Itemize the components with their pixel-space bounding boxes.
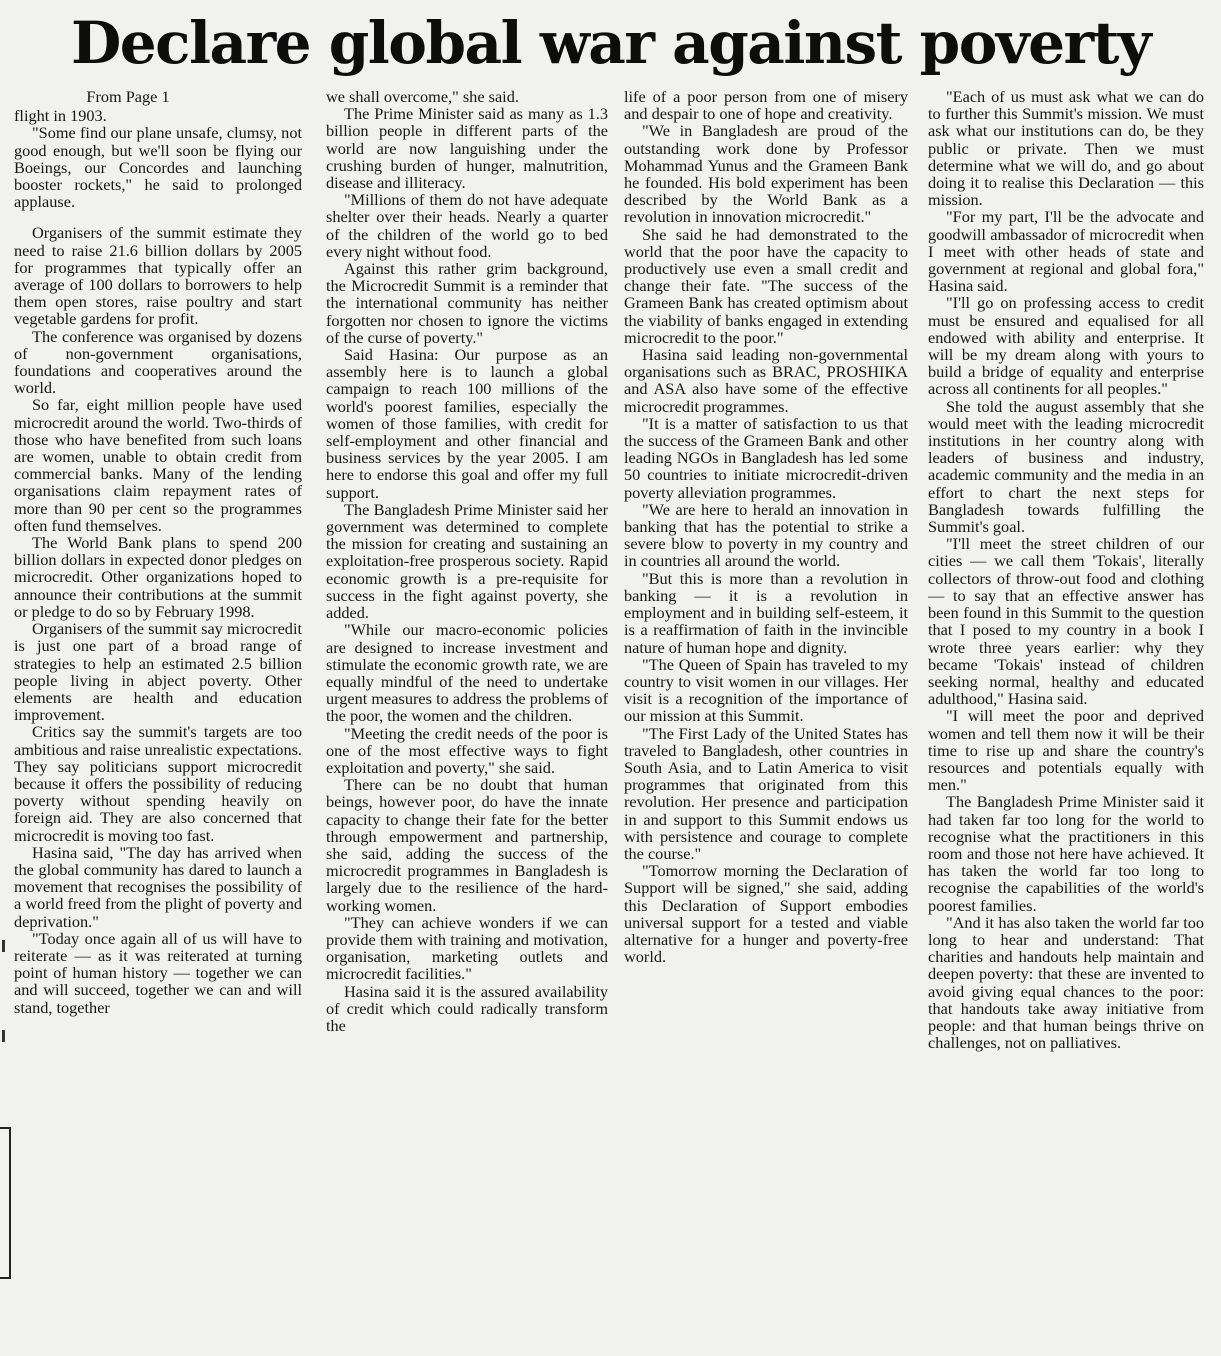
paragraph: "They can achieve wonders if we can provide them with training and motivation, organisation, marketing outlets and microcredit facilities." — [326, 912, 608, 984]
paragraph: "Meeting the credit needs of the poor is one of the most effective ways to fight exploitation and poverty," she said. — [326, 723, 608, 777]
paragraph: Organisers of the summit estimate they need to raise 21.6 billion dollars by 2005 for programmes that typically offer an average of 100 dollars to borrowers to help them open stores, raise poultry and start vegetable gardens for profit. — [14, 223, 302, 329]
paragraph: "I'll go on professing access to credit must be ensured and equalised for all endowed with ability and enterprise. It will be my dream along with yours to build a bridge of equality and enterprise across all continents for all peoples." — [928, 293, 1204, 399]
paragraph: She told the august assembly that she would meet with the leading microcredit institutions in her country along with leaders of business and industry, academic community and the media in an effort to chart the next steps for Bangladesh towards fulfilling the Summit's goal. — [928, 396, 1204, 537]
paragraph: The Bangladesh Prime Minister said her government was determined to complete the mission for creating and sustaining an exploitation-free prosperous society. Rapid economic growth is a pre-requisite for success in the fight against poverty, she added. — [326, 499, 608, 623]
paragraph: "Millions of them do not have adequate shelter over their heads. Nearly a quarter of the children of the world go to bed every night without food. — [326, 190, 608, 261]
paragraph: we shall overcome," she said. — [326, 88, 519, 106]
paragraph: "The First Lady of the United States has traveled to Bangladesh, other countries in South Asia, and to Latin America to visit programmes that originated from this revolution. Her presence and participation in and support to this Summit endows us with persistence and courage to complete the course." — [624, 723, 908, 863]
paragraph: Hasina said, "The day has arrived when the global community has dared to launch a movement that recognises the possibility of a world freed from the plight of poverty and deprivation." — [14, 842, 302, 931]
paragraph: There can be no doubt that human beings, however poor, do have the innate capacity to change their fate for the better through empowerment and partnership, she said, adding the success of the microcredit programmes in Bangladesh is largely due to the resilience of the hard-working women. — [326, 775, 608, 915]
paragraph: "Today once again all of us will have to reiterate — as it was reiterated at turning point of human history — together we can and will succeed, together we can and will stand, together — [14, 928, 302, 1017]
paragraph: Organisers of the summit say microcredit is just one part of a broad range of strategies to help an estimated 2.5 billion people living in abject poverty. Other elements are health and education improvement. — [14, 619, 302, 725]
article-column-1 — [14, 88, 302, 1333]
paragraph: "We are here to herald an innovation in banking that has the potential to strike a severe blow to poverty in my country and in countries all around the world. — [624, 499, 908, 571]
paragraph: "I will meet the poor and deprived women and tell them now it will be their time to rise up and share the country's resources and potentials equally with men." — [928, 706, 1204, 795]
paragraph: Hasina said it is the assured availability of credit which could radically transform the — [326, 981, 608, 1035]
paragraph: The Prime Minister said as many as 1.3 billion people in different parts of the world are now languishing under the crushing burden of hunger, malnutrition, disease and illiteracy. — [326, 104, 608, 193]
paragraph: "While our macro-economic policies are designed to increase investment and stimulate the economic growth rate, we are equally mindful of the need to undertake urgent measures to address the problems of the poor, the women and the children. — [326, 620, 608, 726]
paragraph: life of a poor person from one of misery and despair to one of hope and creativity. — [624, 88, 908, 124]
paragraph: Critics say the summit's targets are too ambitious and raise unrealistic expectations. They say politicians support microcredit because it offers the possibility of reducing poverty without spending heavily on foreign aid. They are also concerned that microcredit is moving too fast. — [14, 722, 302, 845]
paragraph: Said Hasina: Our purpose as an assembly here is to launch a global campaign to reach 100 millions of the world's poorest families, especially the women of those families, with credit for self-employment and other financial and business services by the year 2005. I am here to endorse this goal and offer my full support. — [326, 345, 608, 502]
paragraph: "I'll meet the street children of our cities — we call them 'Tokais', literally collectors of throw-out food and clothing — to say that an effective answer has been found in this Summit to the question that I posed to my country in a book I wrote three years earlier: why they became 'Tokais' instead of children seeking normal, healthy and educated adulthood," Hasina said. — [928, 534, 1204, 709]
paragraph: Hasina said leading non-governmental organisations such as BRAC, PROSHIKA and ASA also have some of the effective microcredit programmes. — [624, 345, 908, 416]
article-column-2 — [326, 88, 608, 1333]
article-column-3 — [624, 88, 908, 1333]
paragraph: "The Queen of Spain has traveled to my country to visit women in our villages. Her visit is a recognition of the importance of our mission at this Summit. — [624, 654, 908, 726]
margin-mark — [2, 940, 5, 952]
paragraph: "And it has also taken the world far too long to hear and understand: That charities and handouts help maintain and deepen poverty: that these are invented to avoid giving equal chances to the poor: that handouts take away initiative from people: and that human beings thrive on challenges, not on palliatives. — [928, 912, 1204, 1053]
paragraph: The Bangladesh Prime Minister said it had taken far too long for the world to recognise what the practitioners in this room and those not here have achieved. It has taken the world far too long to recognise the capabilities of the world's poorest families. — [928, 792, 1204, 915]
paragraph: "We in Bangladesh are proud of the outstanding work done by Professor Mohammad Yunus and the Grameen Bank he founded. His bold experiment has been described by the World Bank as a revolution in innovation microcredit." — [624, 121, 908, 227]
paragraph: "Each of us must ask what we can do to further this Summit's mission. We must ask what our institutions can do, be they public or private. Then we must determine what we will do, and go about doing it to realise this Declaration — this mission. — [928, 88, 1204, 210]
paragraph: The World Bank plans to spend 200 billion dollars in expected donor pledges on microcredit. Other organizations hoped to announce their contributions at the summit or pledge to do so by February 1998. — [14, 533, 302, 621]
paragraph: "But this is more than a revolution in banking — it is a revolution in employment and in building self-esteem, it is a reaffirmation of faith in the invincible nature of human hope and dignity. — [624, 568, 908, 657]
jump-line: From Page 1 — [86, 88, 170, 106]
margin-mark — [2, 1030, 5, 1042]
paragraph: "Tomorrow morning the Declaration of Support will be signed," she said, adding this Declaration of Support embodies universal support for a tested and viable alternative for a hunger and poverty-free world. — [624, 861, 908, 967]
paragraph: "It is a matter of satisfaction to us that the success of the Grameen Bank and other leading NGOs in Bangladesh has led some 50 countries to initiate microcredit-driven poverty alleviation programmes. — [624, 413, 908, 502]
paragraph: flight in 1903. — [14, 106, 107, 126]
paragraph: The conference was organised by dozens of non-government organisations, foundations and cooperatives around the world. — [14, 326, 302, 398]
article-column-4 — [928, 88, 1204, 1333]
paragraph: "For my part, I'll be the advocate and goodwill ambassador of microcredit when I meet with other heads of state and government at regional and global fora," Hasina said. — [928, 207, 1204, 296]
paragraph: Against this rather grim background, the Microcredit Summit is a reminder that the international community has neither forgotten nor chosen to ignore the victims of the curse of poverty." — [326, 259, 608, 347]
headline: Declare global war against poverty — [70, 9, 1151, 77]
paragraph: So far, eight million people have used microcredit around the world. Two-thirds of those who have benefited from such loans are women, unable to obtain credit from commercial banks. Many of the lending organisations claim repayment rates of more than 90 per cent so the programmes often fund themselves. — [14, 395, 302, 535]
paragraph: "Some find our plane unsafe, clumsy, not good enough, but we'll soon be flying our Boeings, our Concordes and launching booster rockets," he said to prolonged applause. — [14, 123, 302, 212]
paragraph: She said he had demonstrated to the world that the poor have the capacity to productively use even a small credit and change their fate. "The success of the Grameen Bank has created optimism about the viability of banks engaged in extending microcredit to the poor." — [624, 224, 908, 347]
margin-bracket — [0, 1127, 11, 1279]
